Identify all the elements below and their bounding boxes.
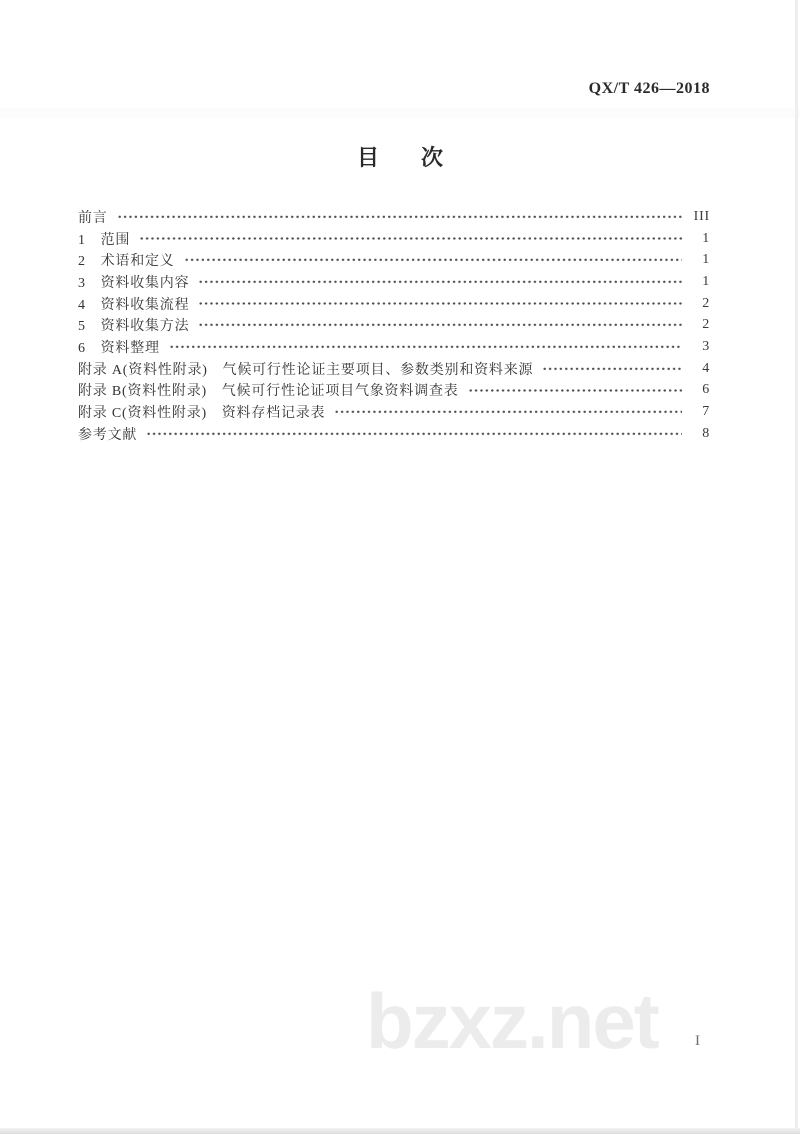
toc-entry-label: 附录 A(资料性附录) 气候可行性论证主要项目、参数类别和资料来源 bbox=[78, 362, 534, 378]
dot-leader bbox=[334, 401, 682, 423]
toc-entry bbox=[78, 293, 710, 315]
toc-entry bbox=[78, 228, 710, 250]
toc-entry-label: 6 资料整理 bbox=[78, 340, 160, 356]
toc-entry-page: 2 bbox=[702, 317, 710, 333]
toc-entry-page: 4 bbox=[702, 360, 710, 376]
dot-leader bbox=[198, 271, 682, 293]
dot-leader bbox=[169, 336, 682, 358]
toc-entry-page: 6 bbox=[702, 382, 710, 398]
toc-entry bbox=[78, 336, 710, 358]
scan-edge-right bbox=[795, 0, 798, 1134]
toc-entry bbox=[78, 249, 710, 271]
toc-entry-label: 2 术语和定义 bbox=[78, 254, 175, 270]
toc-entry-label: 附录 C(资料性附录) 资料存档记录表 bbox=[78, 406, 326, 422]
toc-entry bbox=[78, 423, 710, 445]
scan-artifact-band bbox=[0, 108, 800, 118]
toc-entry-page: 2 bbox=[702, 295, 710, 311]
toc-entry bbox=[78, 314, 710, 336]
dot-leader bbox=[139, 228, 682, 250]
standard-code: QX/T 426—2018 bbox=[588, 80, 710, 97]
toc-entry-label: 3 资料收集内容 bbox=[78, 275, 190, 291]
dot-leader bbox=[542, 358, 682, 380]
dot-leader bbox=[198, 293, 682, 315]
toc-entry-page: 1 bbox=[702, 273, 710, 289]
dot-leader bbox=[468, 380, 682, 402]
dot-leader bbox=[184, 249, 682, 271]
toc-entry bbox=[78, 358, 710, 380]
toc-entry-label: 4 资料收集流程 bbox=[78, 297, 190, 313]
toc-entry-page: III bbox=[693, 208, 710, 224]
dot-leader bbox=[117, 206, 682, 228]
toc-entry-page: 1 bbox=[702, 230, 710, 246]
toc-entry-page: 3 bbox=[702, 338, 710, 354]
toc-entry-label: 前言 bbox=[78, 210, 108, 226]
page-number: I bbox=[695, 1033, 700, 1049]
toc-entry-label: 附录 B(资料性附录) 气候可行性论证项目气象资料调查表 bbox=[78, 384, 459, 400]
scan-edge-bottom bbox=[0, 1128, 800, 1134]
dot-leader bbox=[146, 423, 682, 445]
toc-entry-page: 8 bbox=[702, 425, 710, 441]
toc-entry bbox=[78, 380, 710, 402]
page-title: 目次 bbox=[356, 145, 485, 170]
watermark: bzxz.net bbox=[366, 977, 658, 1065]
toc-entry-page: 7 bbox=[702, 404, 710, 420]
table-of-contents bbox=[78, 206, 710, 445]
toc-entry-page: 1 bbox=[702, 252, 710, 268]
toc-entry-label: 5 资料收集方法 bbox=[78, 319, 190, 335]
toc-entry-label: 1 范围 bbox=[78, 232, 131, 248]
toc-entry-label: 参考文献 bbox=[78, 427, 138, 443]
toc-entry bbox=[78, 271, 710, 293]
toc-entry bbox=[78, 206, 710, 228]
toc-entry bbox=[78, 401, 710, 423]
dot-leader bbox=[198, 314, 682, 336]
